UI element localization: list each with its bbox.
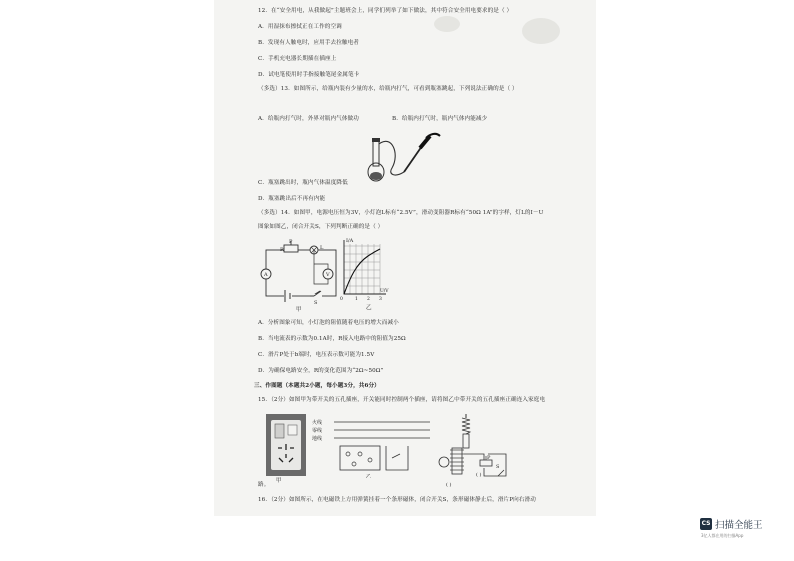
camscanner-logo-icon: CS xyxy=(700,518,712,530)
exam-paper xyxy=(214,0,596,516)
lamp-l-label: L xyxy=(320,245,324,251)
bottle-pump-figure xyxy=(364,128,444,190)
question-14-stem-line1: （多选）14．如图甲，电源电压恒为3V，小灯泡L标有“2.5V”，滑动变阻器R标有“50Ω 1A”的字样，灯L的I－U xyxy=(258,210,544,216)
camscanner-title: 扫描全能王 xyxy=(715,520,763,531)
electromagnet-spring-figure xyxy=(436,414,518,488)
slider-p-label: P xyxy=(289,239,293,245)
scan-smudge xyxy=(434,16,460,32)
question-12-stem: 12．在“安全用电，从我做起”主题班会上，同学们列举了如下做法，其中符合安全用电要求的是（ ） xyxy=(258,8,513,14)
graph-tick-3: 3 xyxy=(379,297,382,302)
question-15-stem: 15．（2分）如图甲为带开关的五孔插座，开关能同时控制两个插座，请将图乙中带开关的五孔插座正确连入家庭电 xyxy=(258,397,546,403)
question-13-option-b: B．给瓶内打气时，瓶内气体内能减少 xyxy=(392,116,488,122)
question-14-option-c: C．滑片P处于b端时，电压表示数可能为1.5V xyxy=(258,352,375,358)
question-12-option-c: C．手机充电器长期插在插座上 xyxy=(258,56,337,62)
question-12-option-a: A．用湿抹布擦拭正在工作的空调 xyxy=(258,24,342,30)
rheostat-r-label: R xyxy=(280,247,284,253)
question-14-stem-line2: 图象如图乙，闭合开关S，下列判断正确的是（ ） xyxy=(258,224,384,230)
question-13-option-c: C．瓶塞跳出时，瓶内气体温度降低 xyxy=(258,180,348,186)
graph-ylabel: I/A xyxy=(346,238,354,244)
wire-neutral-label: 零线 xyxy=(312,428,323,434)
graph-tick-2: 2 xyxy=(367,297,370,302)
wiring-figure-label-yi: 乙 xyxy=(366,474,372,478)
home-wiring-diagram-yi xyxy=(312,418,430,478)
question-14-option-d: D．为确保电路安全，R的变化范围为“2Ω~50Ω” xyxy=(258,368,384,374)
switch-s-label: S xyxy=(496,464,500,470)
circuit-diagram-jia xyxy=(258,238,346,306)
five-hole-socket-photo xyxy=(266,414,306,476)
question-14-option-b: B．当电流表的示数为0.1A时，R接入电路中的阻值为25Ω xyxy=(258,336,406,342)
slider-p-label: P xyxy=(487,455,491,461)
switch-s-label: S xyxy=(314,300,318,306)
svg-text:( ): ( ) xyxy=(476,472,482,478)
question-14-option-a: A．分析图象可知，小灯泡的阻值随着电压的增大而减小 xyxy=(258,320,399,326)
figure-label-yi: 乙 xyxy=(366,305,372,311)
graph-tick-0: 0 xyxy=(340,297,343,302)
figure-label-jia: 甲 xyxy=(296,307,302,313)
question-13-option-d: D．瓶塞跳出后不再有内能 xyxy=(258,196,326,202)
scan-smudge xyxy=(522,18,560,44)
camscanner-subtitle: 3亿人都在用的扫描App xyxy=(701,533,744,538)
iu-graph-yi xyxy=(334,236,390,302)
camscanner-watermark xyxy=(700,515,790,555)
question-12-option-d: D．试电笔使用时手指接触笔尾金属笔卡 xyxy=(258,72,360,78)
graph-xlabel: U/V xyxy=(380,289,389,294)
svg-text:( ): ( ) xyxy=(446,482,452,488)
question-13-stem: （多选）13．如图所示，给瓶内装有少量的水，给瓶内打气，可看到瓶塞跳起，下列说法正确的是（ ） xyxy=(258,86,518,92)
ammeter-a-label: A xyxy=(264,272,268,278)
question-13-option-a: A．给瓶内打气时，外界对瓶内气体做功 xyxy=(258,116,359,122)
wire-ground-label: 地线 xyxy=(312,436,323,442)
socket-figure-label-jia: 甲 xyxy=(276,478,282,484)
voltmeter-v-label: V xyxy=(326,272,330,278)
question-12-option-b: B．发现有人触电时，应用手去拉触电者 xyxy=(258,40,360,46)
question-15-continuation: 路。 xyxy=(258,482,270,488)
graph-tick-1: 1 xyxy=(355,297,358,302)
wire-live-label: 火线 xyxy=(312,420,323,426)
section-3-title: 三、作图题（本题共2小题，每小题3分，共6分） xyxy=(254,383,380,389)
question-16-stem: 16．（2分）如图所示，在电磁铁上方用弹簧挂着一个条形磁体，闭合开关S，条形磁体静止后，滑片P向右滑动 xyxy=(258,497,536,503)
